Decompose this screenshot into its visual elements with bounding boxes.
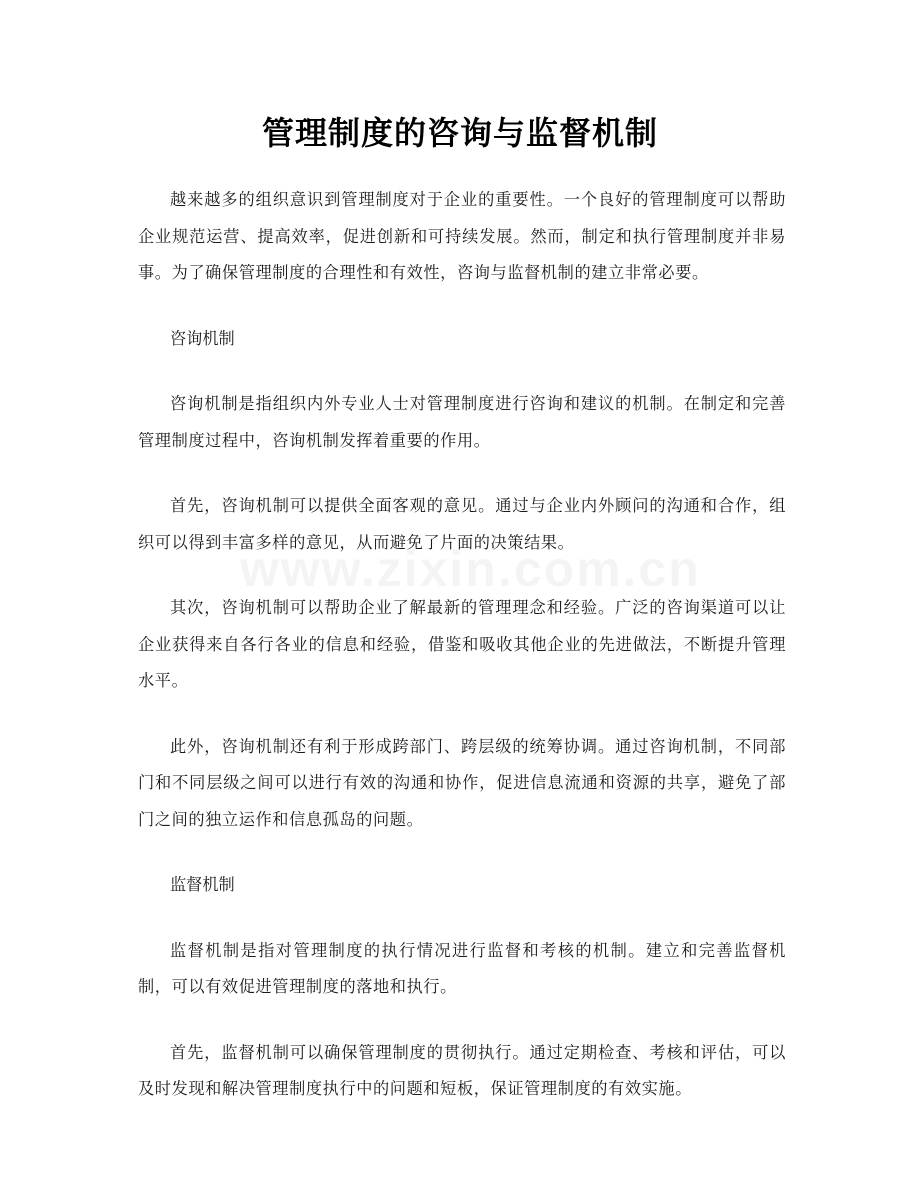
document-body: [138, 182, 786, 1137]
paragraph-intro: 越来越多的组织意识到管理制度对于企业的重要性。一个良好的管理制度可以帮助企业规范运营、提高效率，促进创新和可持续发展。然而，制定和执行管理制度并非易事。为了确保管理制度的合理性和有效性，咨询与监督机制的建立非常必要。: [138, 190, 786, 282]
paragraph: 咨询机制是指组织内外专业人士对管理制度进行咨询和建议的机制。在制定和完善管理制度过程中，咨询机制发挥着重要的作用。: [138, 394, 786, 450]
paragraph: 此外，咨询机制还有利于形成跨部门、跨层级的统筹协调。通过咨询机制，不同部门和不同层级之间可以进行有效的沟通和协作，促进信息流通和资源的共享，避免了部门之间的独立运作和信息孤岛的问题。: [138, 736, 786, 829]
paragraph: 首先，监督机制可以确保管理制度的贯彻执行。通过定期检查、考核和评估，可以及时发现和解决管理制度执行中的问题和短板，保证管理制度的有效实施。: [138, 1042, 786, 1098]
section-heading-supervision: 监督机制: [170, 875, 235, 894]
paragraph: 监督机制是指对管理制度的执行情况进行监督和考核的机制。建立和完善监督机制，可以有效促进管理制度的落地和执行。: [138, 940, 786, 996]
paragraph: 其次，咨询机制可以帮助企业了解最新的管理理念和经验。广泛的咨询渠道可以让企业获得来自各行各业的信息和经验，借鉴和吸收其他企业的先进做法，不断提升管理水平。: [138, 598, 786, 690]
document-title: 管理制度的咨询与监督机制: [261, 114, 658, 152]
paragraph: 首先，咨询机制可以提供全面客观的意见。通过与企业内外顾问的沟通和合作，组织可以得到丰富多样的意见，从而避免了片面的决策结果。: [138, 496, 786, 552]
section-heading-consulting: 咨询机制: [170, 328, 235, 348]
